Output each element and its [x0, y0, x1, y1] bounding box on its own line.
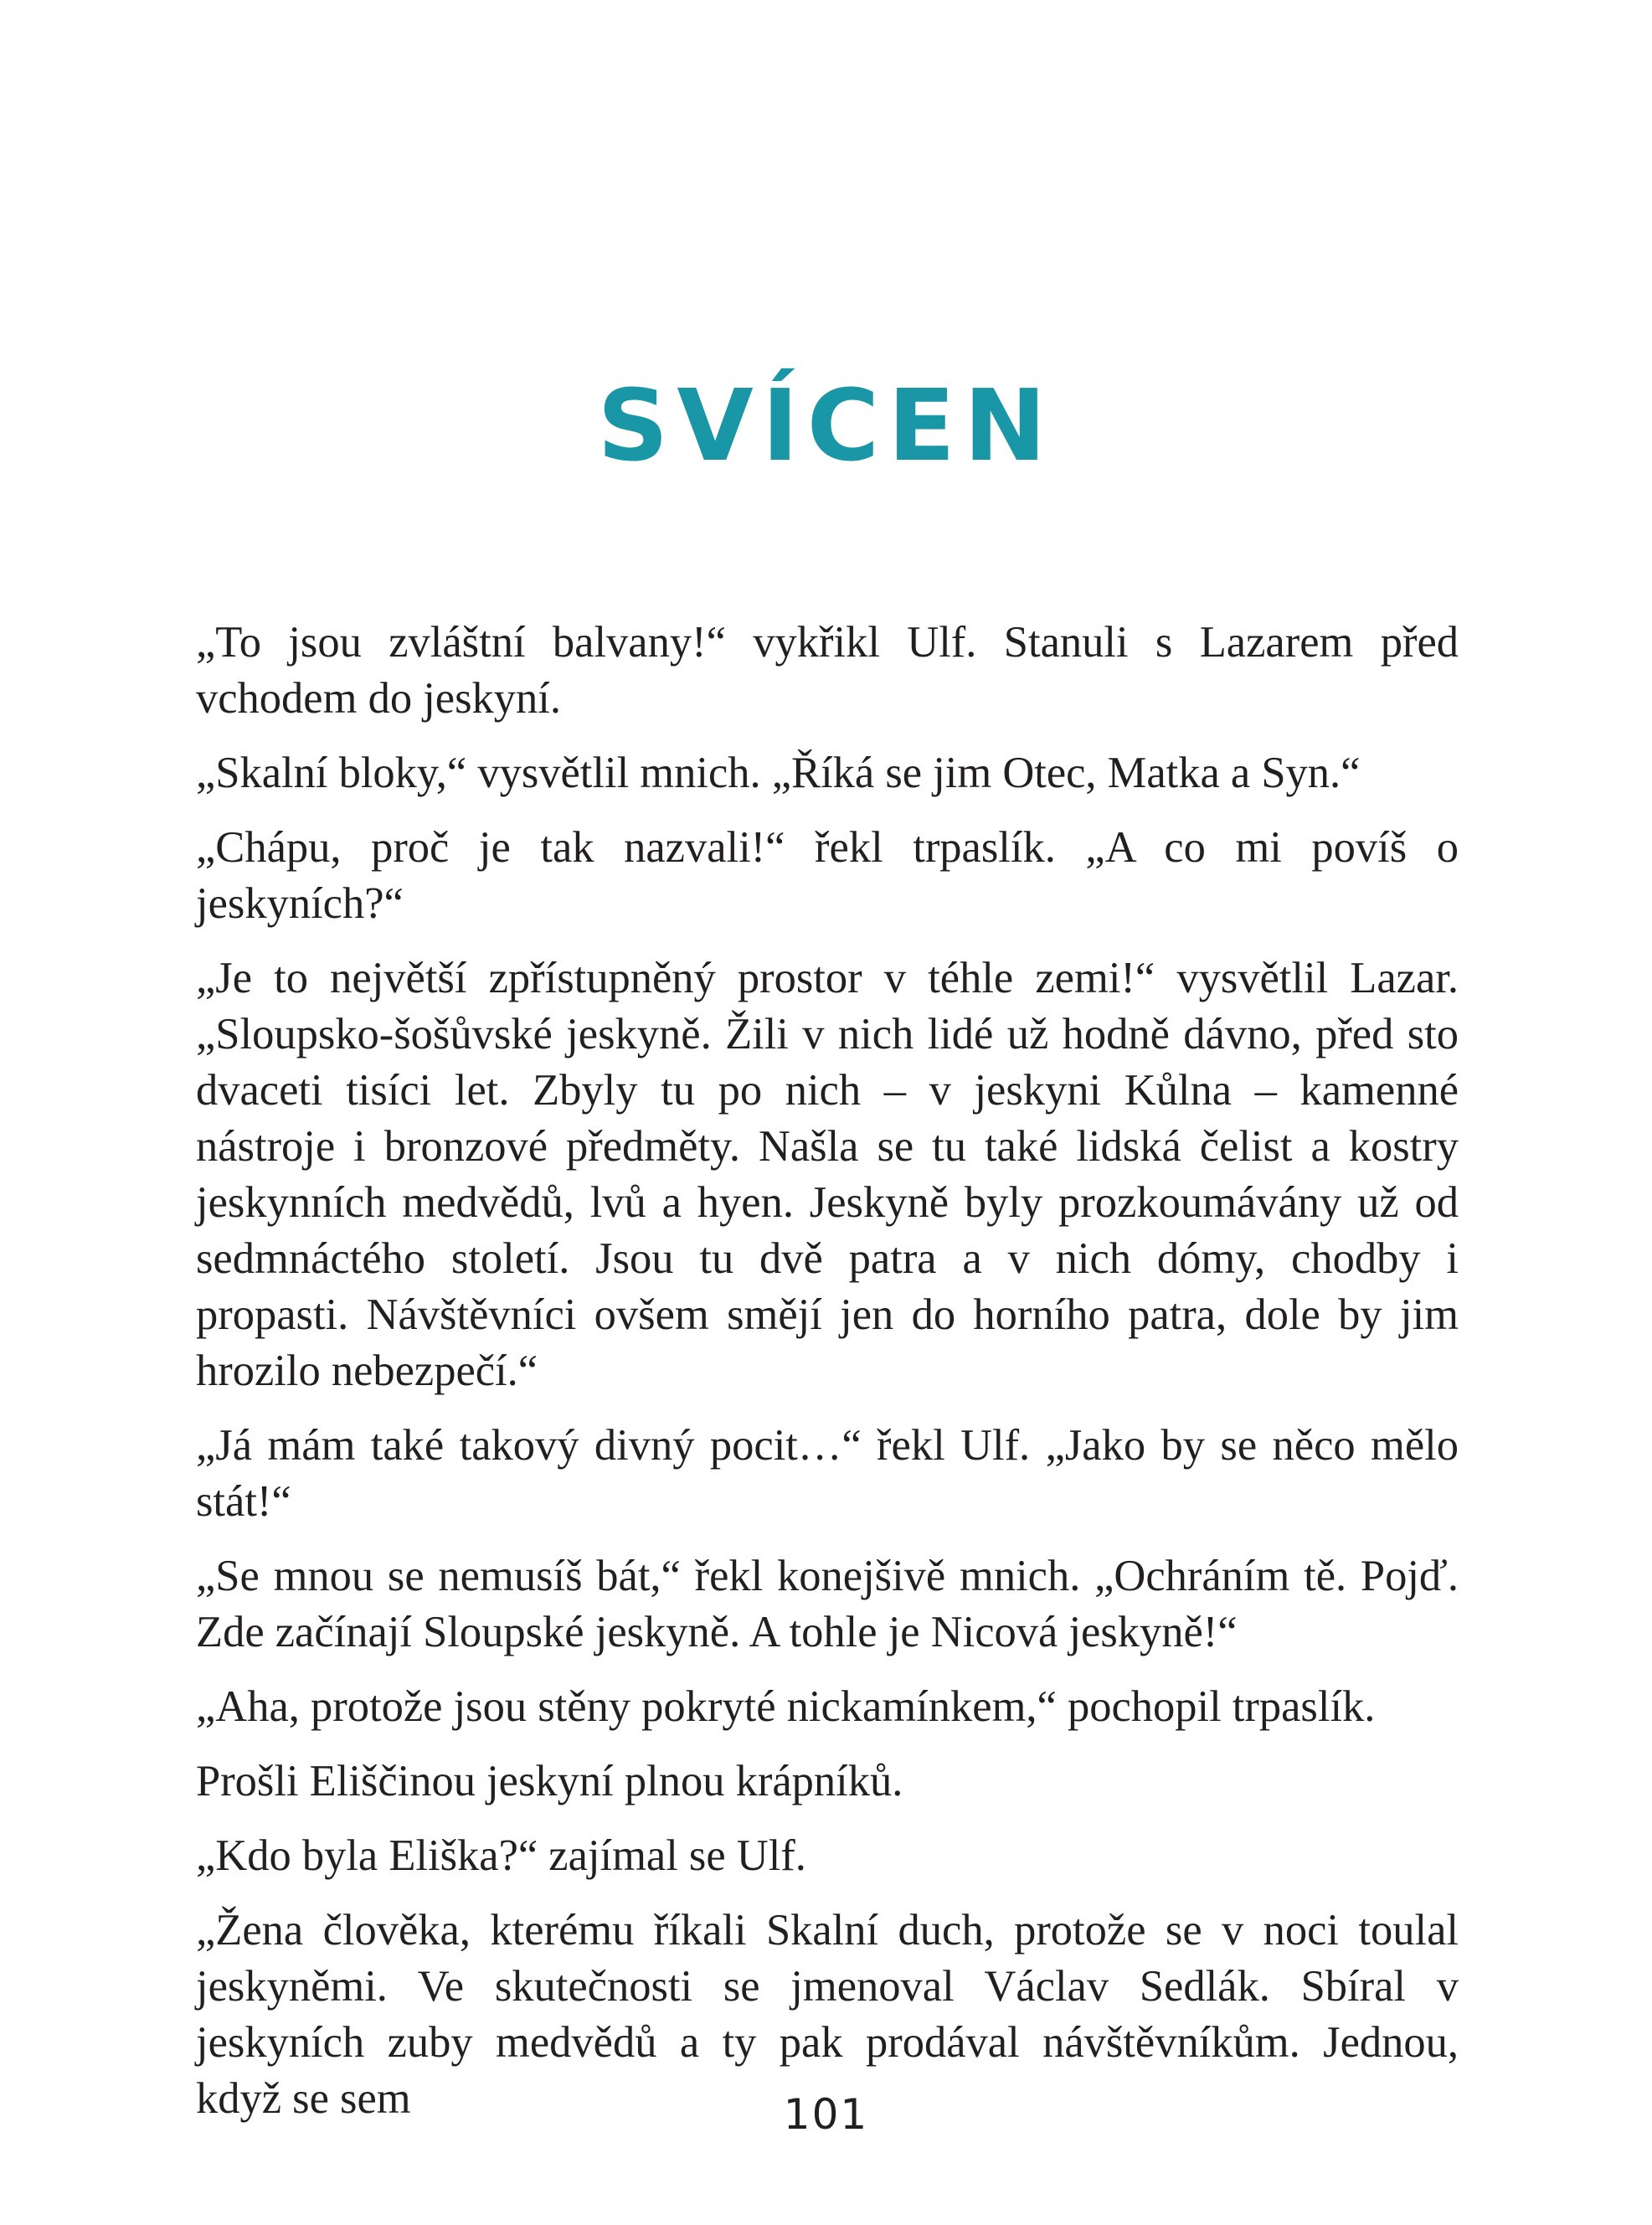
paragraph: „Chápu, proč je tak nazvali!“ řekl trpaslík. „A co mi povíš o jeskyních?“	[196, 823, 1459, 928]
paragraph: „Se mnou se nemusíš bát,“ řekl konejšivě mnich. „Ochráním tě. Pojď. Zde začínají Sloupské jeskyně. A tohle je Nicová jeskyně!“	[196, 1552, 1459, 1656]
body-text	[196, 615, 1459, 2145]
paragraph: „To jsou zvláštní balvany!“ vykřikl Ulf. Stanuli s Lazarem před vchodem do jeskyní.	[196, 618, 1459, 723]
chapter-title: SVÍCEN	[597, 368, 1055, 484]
paragraph: „Skalní bloky,“ vysvětlil mnich. „Říká se jim Otec, Matka a Syn.“	[196, 749, 1361, 797]
paragraph: „Je to největší zpřístupněný prostor v téhle zemi!“ vysvětlil Lazar. „Sloupsko-šošůvské jeskyně. Žili v nich lidé už hodně dávno, před sto dvaceti tisíci let. Zbyly tu po nich – v jeskyni Kůlna – kamenné nástroje i bronzové předměty. Našla se tu také lidská čelist a kostry jeskynních medvědů, lvů a hyen. Jeskyně byly prozkoumávány už od sedmnáctého století. Jsou tu dvě patra a v nich dómy, chodby i propasti. Návštěvníci ovšem smějí jen do horního patra, dole by jim hrozilo nebezpečí.“	[196, 954, 1459, 1395]
paragraph: Prošli Eliščinou jeskyní plnou krápníků.	[196, 1757, 903, 1805]
page-number: 101	[783, 2090, 869, 2139]
paragraph: „Já mám také takový divný pocit…“ řekl Ulf. „Jako by se něco mělo stát!“	[196, 1421, 1459, 1526]
paragraph: „Kdo byla Eliška?“ zajímal se Ulf.	[196, 1831, 806, 1880]
paragraph: „Žena člověka, kterému říkali Skalní duch, protože se v noci toulal jeskyněmi. Ve skutečnosti se jmenoval Václav Sedlák. Sbíral v jeskyních zuby medvědů a ty pak prodával návštěvníkům. Jednou, když se sem	[196, 1906, 1459, 2123]
paragraph: „Aha, protože jsou stěny pokryté nickamínkem,“ pochopil trpaslík.	[196, 1682, 1376, 1731]
